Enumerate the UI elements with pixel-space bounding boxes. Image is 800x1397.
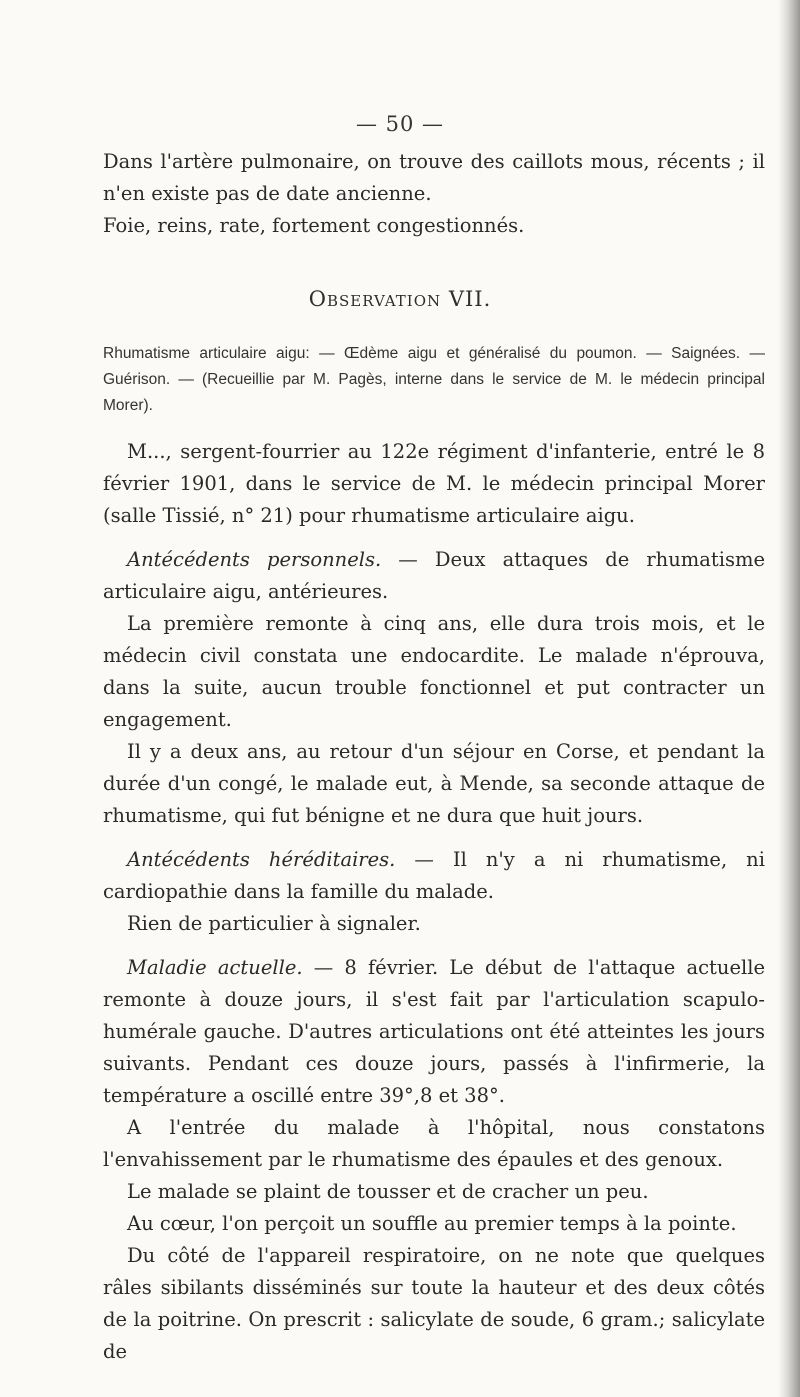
maladie-actuelle-p4: Au cœur, l'on perçoit un souffle au premier temps à la pointe. xyxy=(127,1212,737,1235)
maladie-actuelle-p3: Le malade se plaint de tousser et de cracher un peu. xyxy=(127,1180,649,1203)
antecedents-personnels-p2: La première remonte à cinq ans, elle dura trois mois, et le médecin civil constata une endocardite. Le malade n'éprouva, dans la suite, aucun trouble fonctionnel et put contracter un engagement. xyxy=(103,612,765,731)
antecedents-hereditaires-text: — Il n'y a ni rhumatisme, ni cardiopathie dans la famille du malade. xyxy=(103,848,765,903)
page-binding-shadow xyxy=(778,0,800,1397)
intro-block xyxy=(103,146,765,242)
antecedents-personnels-paragraph xyxy=(103,544,765,608)
maladie-actuelle-p5: Du côté de l'appareil respiratoire, on ne note que quelques râles sibilants disséminés sur toute la hauteur et des deux côtés de la poitrine. On prescrit : salicylate de soude, 6 gram.; salicylate de xyxy=(103,1244,765,1363)
antecedents-hereditaires-p2: Rien de particulier à signaler. xyxy=(127,912,421,935)
intro-paragraph-2: Foie, reins, rate, fortement congestionnés. xyxy=(103,214,525,237)
observation-body xyxy=(103,436,765,1368)
maladie-actuelle-heading: Maladie actuelle. xyxy=(127,956,303,979)
observation-summary: Rhumatisme articulaire aigu: — Œdème aigu et généralisé du poumon. — Saignées. — Guérison. — (Recueillie par M. Pagès, interne dans le service de M. le médecin principal Morer). xyxy=(103,345,765,414)
observation-title: Observation VII. xyxy=(308,287,492,311)
opening-paragraph: M..., sergent-fourrier au 122e régiment d'infanterie, entré le 8 février 1901, dans le service de M. le médecin principal Morer (salle Tissié, n° 21) pour rhumatisme articulaire aigu. xyxy=(103,440,765,527)
antecedents-hereditaires-heading: Antécédents héréditaires. xyxy=(127,848,396,871)
page-number: — 50 — xyxy=(355,112,445,136)
maladie-actuelle-paragraph xyxy=(103,952,765,1112)
intro-paragraph-1: Dans l'artère pulmonaire, on trouve des caillots mous, récents ; il n'en existe pas de date ancienne. xyxy=(103,150,765,205)
antecedents-personnels-p3: Il y a deux ans, au retour d'un séjour en Corse, et pendant la durée d'un congé, le malade eut, à Mende, sa seconde attaque de rhumatisme, qui fut bénigne et ne dura que huit jours. xyxy=(103,740,765,827)
maladie-actuelle-p2: A l'entrée du malade à l'hôpital, nous constatons l'envahissement par le rhumatisme des épaules et des genoux. xyxy=(103,1116,765,1171)
antecedents-personnels-text: — Deux attaques de rhumatisme articulaire aigu, antérieures. xyxy=(103,548,765,603)
antecedents-personnels-heading: Antécédents personnels. xyxy=(127,548,382,571)
maladie-actuelle-text: — 8 février. Le début de l'attaque actuelle remonte à douze jours, il s'est fait par l'articulation scapulo-humérale gauche. D'autres articulations ont été atteintes les jours suivants. Pendant ces douze jours, passés à l'infirmerie, la température a oscillé entre 39°,8 et 38°. xyxy=(103,956,765,1107)
antecedents-hereditaires-paragraph xyxy=(103,844,765,908)
